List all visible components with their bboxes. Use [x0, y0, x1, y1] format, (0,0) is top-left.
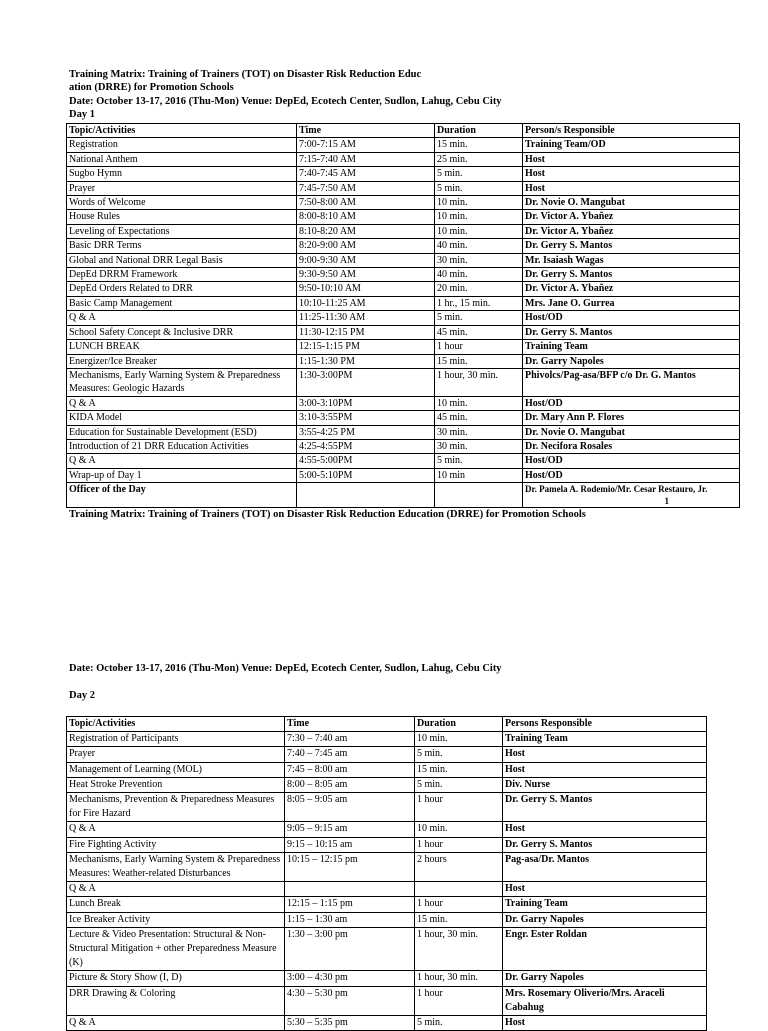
topic-cell: Basic DRR Terms — [67, 239, 297, 253]
topic-cell: Fire Fighting Activity — [67, 837, 285, 852]
duration-cell: 10 min. — [435, 210, 523, 224]
time-cell: 8:00-8:10 AM — [297, 210, 435, 224]
table-row — [67, 732, 707, 747]
officer-label: Officer of the Day — [67, 483, 297, 508]
table-row — [67, 986, 707, 1015]
person-cell: Dr. Necifora Rosales — [523, 439, 740, 453]
time-cell: 7:15-7:40 AM — [297, 152, 435, 166]
topic-cell: Global and National DRR Legal Basis — [67, 253, 297, 267]
table-header-row — [67, 124, 740, 138]
duration-cell: 1 hour, 30 min. — [415, 971, 503, 986]
duration-cell: 5 min. — [415, 777, 503, 792]
table-row — [67, 138, 740, 152]
table-row — [67, 354, 740, 368]
table-row — [67, 762, 707, 777]
person-cell: Phivolcs/Pag-asa/BFP c/o Dr. G. Mantos — [523, 368, 740, 396]
duration-cell: 1 hour, 30 min. — [415, 927, 503, 971]
duration-cell: 5 min. — [415, 1016, 503, 1031]
topic-cell: Mechanisms, Early Warning System & Preparedness Measures: Geologic Hazards — [67, 368, 297, 396]
person-cell: Host/OD — [523, 468, 740, 482]
table-row — [67, 396, 740, 410]
person-cell: Training Team — [503, 897, 707, 912]
topic-cell: Q & A — [67, 311, 297, 325]
topic-cell: LUNCH BREAK — [67, 340, 297, 354]
time-cell: 1:15-1:30 PM — [297, 354, 435, 368]
time-cell: 8:05 – 9:05 am — [285, 793, 415, 822]
person-cell: Training Team/OD — [523, 138, 740, 152]
time-cell: 3:00-3:10PM — [297, 396, 435, 410]
person-cell: Dr. Gerry S. Mantos — [503, 837, 707, 852]
topic-cell: Q & A — [67, 396, 297, 410]
duration-cell: 15 min. — [415, 912, 503, 927]
officer-names — [523, 483, 740, 508]
table-row — [67, 296, 740, 310]
person-cell: Div. Nurse — [503, 777, 707, 792]
topic-cell: Lecture & Video Presentation: Structural & Non-Structural Mitigation + other Preparedness Measure (K) — [67, 927, 285, 971]
table-header-row — [67, 717, 707, 732]
topic-cell: KIDA Model — [67, 411, 297, 425]
person-cell: Dr. Garry Napoles — [503, 971, 707, 986]
duration-cell: 10 min. — [415, 822, 503, 837]
topic-cell: Sugbo Hymn — [67, 167, 297, 181]
person-cell: Host — [503, 882, 707, 897]
doc1-footer-title: Training Matrix: Training of Trainers (TOT) on Disaster Risk Reduction Education (DRRE) for Promotion Schools — [69, 509, 586, 520]
topic-cell: Ice Breaker Activity — [67, 912, 285, 927]
doc1-title-line2: ation (DRRE) for Promotion Schools — [69, 82, 234, 93]
person-cell: Dr. Garry Napoles — [523, 354, 740, 368]
time-cell: 9:50-10:10 AM — [297, 282, 435, 296]
table-row — [67, 196, 740, 210]
person-cell: Training Team — [523, 340, 740, 354]
time-cell: 3:00 – 4:30 pm — [285, 971, 415, 986]
table-row — [67, 837, 707, 852]
duration-cell: 1 hour, 30 min. — [435, 368, 523, 396]
topic-cell: Q & A — [67, 1016, 285, 1031]
column-header: Topic/Activities — [67, 717, 285, 732]
column-header: Duration — [415, 717, 503, 732]
person-cell: Host/OD — [523, 396, 740, 410]
table-row — [67, 253, 740, 267]
time-cell: 12:15-1:15 PM — [297, 340, 435, 354]
person-cell: Host — [503, 1016, 707, 1031]
topic-cell: Q & A — [67, 454, 297, 468]
duration-cell: 45 min. — [435, 325, 523, 339]
officer-row — [67, 483, 740, 508]
table-row — [67, 454, 740, 468]
duration-cell: 45 min. — [435, 411, 523, 425]
duration-cell — [415, 882, 503, 897]
table-row — [67, 882, 707, 897]
time-cell: 7:45-7:50 AM — [297, 181, 435, 195]
time-cell: 5:30 – 5:35 pm — [285, 1016, 415, 1031]
time-cell: 9:30-9:50 AM — [297, 268, 435, 282]
person-cell: Dr. Gerry S. Mantos — [523, 239, 740, 253]
person-cell: Host — [503, 822, 707, 837]
table-row — [67, 468, 740, 482]
topic-cell: Heat Stroke Prevention — [67, 777, 285, 792]
duration-cell: 15 min. — [435, 354, 523, 368]
duration-cell: 15 min. — [415, 762, 503, 777]
topic-cell: DRR Drawing & Coloring — [67, 986, 285, 1015]
officer-names-text: Dr. Pamela A. Rodemio/Mr. Cesar Restauro, Jr. — [525, 484, 708, 495]
person-cell: Host — [523, 152, 740, 166]
time-cell: 9:00-9:30 AM — [297, 253, 435, 267]
table-row — [67, 912, 707, 927]
topic-cell: Wrap-up of Day 1 — [67, 468, 297, 482]
duration-cell: 1 hour — [415, 793, 503, 822]
topic-cell: DepEd Orders Related to DRR — [67, 282, 297, 296]
topic-cell: Management of Learning (MOL) — [67, 762, 285, 777]
person-cell: Host/OD — [523, 454, 740, 468]
time-cell: 7:30 – 7:40 am — [285, 732, 415, 747]
duration-cell: 1 hour — [415, 837, 503, 852]
duration-cell: 40 min. — [435, 268, 523, 282]
table-row — [67, 325, 740, 339]
time-cell: 3:55-4:25 PM — [297, 425, 435, 439]
table-row — [67, 777, 707, 792]
topic-cell: Prayer — [67, 747, 285, 762]
time-cell: 12:15 – 1:15 pm — [285, 897, 415, 912]
officer-time-cell — [297, 483, 435, 508]
topic-cell: Basic Camp Management — [67, 296, 297, 310]
time-cell: 7:45 – 8:00 am — [285, 762, 415, 777]
table-row — [67, 224, 740, 238]
person-cell: Host — [503, 762, 707, 777]
day1-schedule-table — [66, 123, 740, 508]
topic-cell: School Safety Concept & Inclusive DRR — [67, 325, 297, 339]
duration-cell: 10 min. — [435, 196, 523, 210]
time-cell: 1:30-3:00PM — [297, 368, 435, 396]
person-cell: Dr. Victor A. Ybañez — [523, 282, 740, 296]
table-row — [67, 152, 740, 166]
person-cell: Dr. Mary Ann P. Flores — [523, 411, 740, 425]
table-row — [67, 822, 707, 837]
person-cell: Dr. Novie O. Mangubat — [523, 196, 740, 210]
table-row — [67, 852, 707, 881]
topic-cell: Energizer/Ice Breaker — [67, 354, 297, 368]
doc1-title-line1: Training Matrix: Training of Trainers (TOT) on Disaster Risk Reduction Educ — [69, 69, 422, 80]
time-cell: 1:15 – 1:30 am — [285, 912, 415, 927]
time-cell: 5:00-5:10PM — [297, 468, 435, 482]
column-header: Person/s Responsible — [523, 124, 740, 138]
table-row — [67, 210, 740, 224]
topic-cell: Picture & Story Show (I, D) — [67, 971, 285, 986]
table-row — [67, 167, 740, 181]
time-cell: 4:30 – 5:30 pm — [285, 986, 415, 1015]
time-cell: 1:30 – 3:00 pm — [285, 927, 415, 971]
time-cell: 7:50-8:00 AM — [297, 196, 435, 210]
time-cell: 3:10-3:55PM — [297, 411, 435, 425]
person-cell: Dr. Garry Napoles — [503, 912, 707, 927]
duration-cell: 5 min. — [435, 454, 523, 468]
person-cell: Host — [503, 747, 707, 762]
person-cell: Dr. Novie O. Mangubat — [523, 425, 740, 439]
table-row — [67, 971, 707, 986]
topic-cell: Registration — [67, 138, 297, 152]
column-header: Topic/Activities — [67, 124, 297, 138]
time-cell — [285, 882, 415, 897]
time-cell: 10:10-11:25 AM — [297, 296, 435, 310]
time-cell: 11:25-11:30 AM — [297, 311, 435, 325]
doc2-date-line: Date: October 13-17, 2016 (Thu-Mon) Venue: DepEd, Ecotech Center, Sudlon, Lahug, Cebu City — [69, 663, 502, 674]
time-cell: 8:20-9:00 AM — [297, 239, 435, 253]
person-cell: Dr. Victor A. Ybañez — [523, 224, 740, 238]
duration-cell: 15 min. — [435, 138, 523, 152]
person-cell: Host/OD — [523, 311, 740, 325]
duration-cell: 30 min. — [435, 439, 523, 453]
person-cell: Dr. Gerry S. Mantos — [523, 325, 740, 339]
duration-cell: 30 min. — [435, 253, 523, 267]
person-cell: Mrs. Jane O. Gurrea — [523, 296, 740, 310]
table-row — [67, 747, 707, 762]
person-cell: Pag-asa/Dr. Mantos — [503, 852, 707, 881]
duration-cell: 5 min. — [435, 181, 523, 195]
doc2-day-label: Day 2 — [69, 690, 95, 701]
duration-cell: 5 min. — [415, 747, 503, 762]
topic-cell: House Rules — [67, 210, 297, 224]
time-cell: 9:15 – 10:15 am — [285, 837, 415, 852]
column-header: Duration — [435, 124, 523, 138]
topic-cell: Education for Sustainable Development (ESD) — [67, 425, 297, 439]
duration-cell: 1 hour — [415, 897, 503, 912]
time-cell: 7:00-7:15 AM — [297, 138, 435, 152]
duration-cell: 20 min. — [435, 282, 523, 296]
duration-cell: 1 hr., 15 min. — [435, 296, 523, 310]
table-row — [67, 411, 740, 425]
topic-cell: Prayer — [67, 181, 297, 195]
topic-cell: National Anthem — [67, 152, 297, 166]
column-header: Time — [297, 124, 435, 138]
person-cell: Dr. Victor A. Ybañez — [523, 210, 740, 224]
table-row — [67, 268, 740, 282]
officer-count: 1 — [664, 496, 669, 507]
table-row — [67, 793, 707, 822]
topic-cell: Q & A — [67, 822, 285, 837]
doc1-date-line: Date: October 13-17, 2016 (Thu-Mon) Venue: DepEd, Ecotech Center, Sudlon, Lahug, Cebu City — [69, 96, 502, 107]
duration-cell: 1 hour — [435, 340, 523, 354]
time-cell: 4:25-4:55PM — [297, 439, 435, 453]
person-cell: Dr. Gerry S. Mantos — [503, 793, 707, 822]
person-cell: Engr. Ester Roldan — [503, 927, 707, 971]
time-cell: 7:40 – 7:45 am — [285, 747, 415, 762]
topic-cell: Registration of Participants — [67, 732, 285, 747]
table-row — [67, 425, 740, 439]
time-cell: 4:55-5:00PM — [297, 454, 435, 468]
topic-cell: Mechanisms, Early Warning System & Preparedness Measures: Weather-related Disturbances — [67, 852, 285, 881]
time-cell: 7:40-7:45 AM — [297, 167, 435, 181]
day2-schedule-table — [66, 716, 707, 1031]
column-header: Persons Responsible — [503, 717, 707, 732]
table-row — [67, 897, 707, 912]
doc1-day-label: Day 1 — [69, 109, 95, 120]
table-row — [67, 311, 740, 325]
person-cell: Dr. Gerry S. Mantos — [523, 268, 740, 282]
duration-cell: 10 min. — [435, 224, 523, 238]
duration-cell: 2 hours — [415, 852, 503, 881]
duration-cell: 30 min. — [435, 425, 523, 439]
duration-cell: 40 min. — [435, 239, 523, 253]
topic-cell: Lunch Break — [67, 897, 285, 912]
topic-cell: DepEd DRRM Framework — [67, 268, 297, 282]
topic-cell: Mechanisms, Prevention & Preparedness Measures for Fire Hazard — [67, 793, 285, 822]
time-cell: 9:05 – 9:15 am — [285, 822, 415, 837]
person-cell: Host — [523, 167, 740, 181]
table-row — [67, 181, 740, 195]
duration-cell: 10 min. — [435, 396, 523, 410]
topic-cell: Q & A — [67, 882, 285, 897]
table-row — [67, 282, 740, 296]
duration-cell: 1 hour — [415, 986, 503, 1015]
table-row — [67, 927, 707, 971]
person-cell: Mrs. Rosemary Oliverio/Mrs. Araceli Cabahug — [503, 986, 707, 1015]
person-cell: Host — [523, 181, 740, 195]
duration-cell: 10 min. — [415, 732, 503, 747]
time-cell: 10:15 – 12:15 pm — [285, 852, 415, 881]
topic-cell: Leveling of Expectations — [67, 224, 297, 238]
table-row — [67, 1016, 707, 1031]
topic-cell: Words of Welcome — [67, 196, 297, 210]
time-cell: 11:30-12:15 PM — [297, 325, 435, 339]
table-row — [67, 340, 740, 354]
person-cell: Mr. Isaiash Wagas — [523, 253, 740, 267]
table-row — [67, 368, 740, 396]
table-row — [67, 239, 740, 253]
duration-cell: 5 min. — [435, 167, 523, 181]
topic-cell: Introduction of 21 DRR Education Activities — [67, 439, 297, 453]
table-row — [67, 439, 740, 453]
duration-cell: 25 min. — [435, 152, 523, 166]
person-cell: Training Team — [503, 732, 707, 747]
time-cell: 8:10-8:20 AM — [297, 224, 435, 238]
duration-cell: 5 min. — [435, 311, 523, 325]
duration-cell: 10 min — [435, 468, 523, 482]
column-header: Time — [285, 717, 415, 732]
officer-duration-cell — [435, 483, 523, 508]
time-cell: 8:00 – 8:05 am — [285, 777, 415, 792]
